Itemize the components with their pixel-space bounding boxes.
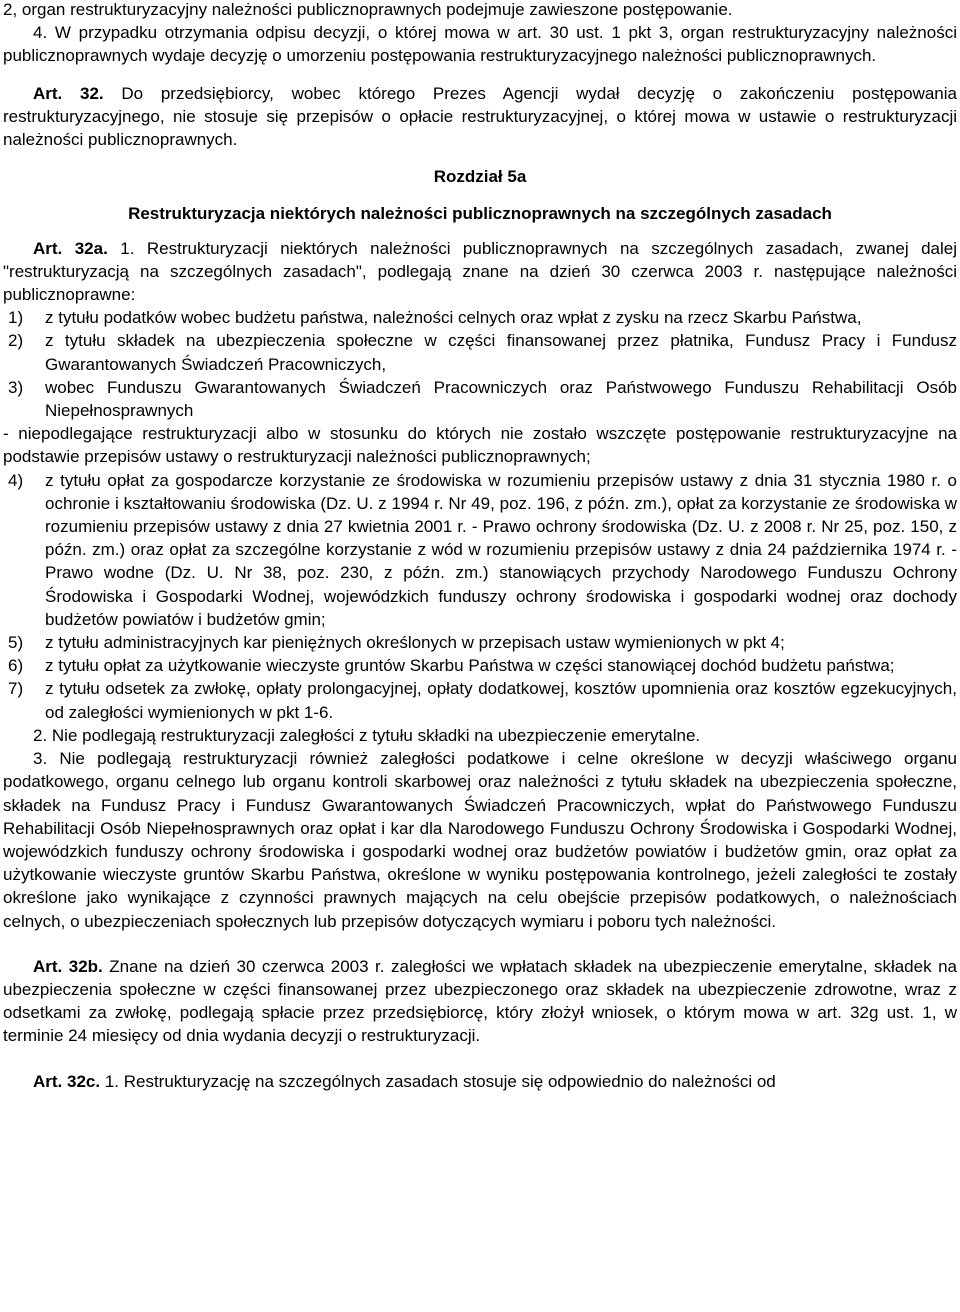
- article-32a-text: 1. Restrukturyzacji niektórych należności publicznoprawnych na szczególnych zasadach, zwanej dalej "restrukturyzacją na szczególnych zasadach", podlegają znane na dzień 30 czerwca 2003 r. następujące należności publicznoprawne:: [3, 238, 957, 305]
- list-item-number: 3): [8, 377, 24, 397]
- list-item-text: z tytułu podatków wobec budżetu państwa, należności celnych oraz wpłat z zysku na rzecz Skarbu Państwa,: [45, 308, 862, 328]
- list-item: [3, 376, 957, 422]
- list-item-text: z tytułu opłat za użytkowanie wieczyste gruntów Skarbu Państwa w części stanowiącej dochód budżetu państwa;: [45, 656, 895, 676]
- article-32b-number: Art. 32b.: [33, 956, 103, 976]
- paragraph-intro-2: 2, organ restrukturyzacyjny należności publicznoprawnych podejmuje zawieszone postępowanie.: [3, 0, 733, 19]
- article-32: [3, 82, 957, 152]
- article-32a: [3, 237, 957, 307]
- article-32c-text: 1. Restrukturyzację na szczególnych zasadach stosuje się odpowiednio do należności od: [100, 1071, 776, 1091]
- article-32-text: Do przedsiębiorcy, wobec którego Prezes Agencji wydał decyzję o zakończeniu postępowania restrukturyzacyjnego, nie stosuje się przepisów o opłacie restrukturyzacyjnej, o której mowa w ustawie o restrukturyzacji należności publicznoprawnych.: [3, 83, 957, 150]
- article-32-number: Art. 32.: [33, 83, 104, 103]
- list-item-text: z tytułu opłat za gospodarcze korzystanie ze środowiska w rozumieniu przepisów ustawy z dnia 31 stycznia 1980 r. o ochronie i kształtowaniu środowiska (Dz. U. z 1994 r. Nr 49, poz. 196, z późn. zm.), opłat za korzystanie ze środowiska w rozumieniu przepisów ustawy z dnia 27 kwietnia 2001 r. - Prawo ochrony środowiska (Dz. U. z 2008 r. Nr 25, poz. 150, z późn. zm.) oraz opłat za szczególne korzystanie z wód w rozumieniu przepisów ustawy z dnia 24 października 1974 r. - Prawo wodne (Dz. U. Nr 38, poz. 230, z późn. zm.) stanowiących przychody Narodowego Funduszu Ochrony Środowiska i Gospodarki Wodnej, wojewódzkich funduszy ochrony środowiska i gospodarki wodnej oraz dochody budżetów powiatów i budżetów gmin;: [45, 470, 957, 629]
- list-item-text: z tytułu składek na ubezpieczenia społeczne w części finansowanej przez płatnika, Fundusz Pracy i Fundusz Gwarantowanych Świadczeń Pracowniczych,: [45, 331, 957, 374]
- document-page: [3, 0, 957, 1093]
- list-item: [3, 631, 957, 654]
- list-item: [3, 329, 957, 375]
- article-32a-ust-3: 3. Nie podlegają restrukturyzacji również zaległości podatkowe i celne określone w decyzji właściwego organu podatkowego, organu celnego lub organu kontroli skarbowej oraz należności z tytułu składek na ubezpieczenia społeczne, składek na Fundusz Pracy i Fundusz Gwarantowanych Świadczeń Pracowniczych, wpłat do Państwowego Funduszu Rehabilitacji Osób Niepełnosprawnych oraz opłat i kar dla Narodowego Funduszu Ochrony Środowiska i Gospodarki Wodnej, wojewódzkich funduszy ochrony środowiska i gospodarki wodnej oraz budżetów powiatów i budżetów gmin, oraz opłat za użytkowanie wieczyste gruntów Skarbu Państwa, określone w wyniku postępowania kontrolnego, jeżeli zaległości te zostały określone jako wynikające z czynności prawnych mających na celu obejście przepisów podatkowych, o należnościach celnych, o ubezpieczeniach społecznych lub przepisów dotyczących wymiaru i poboru tych należności.: [3, 749, 957, 931]
- list-item: [3, 306, 957, 329]
- article-32a-number: Art. 32a.: [33, 238, 108, 258]
- list-item-number: 1): [8, 308, 24, 328]
- list-item-number: 6): [8, 656, 24, 676]
- dash-paragraph: - niepodlegające restrukturyzacji albo w stosunku do których nie zostało wszczęte postępowanie restrukturyzacyjne na podstawie przepisów ustawy o restrukturyzacji należności publicznoprawnych;: [3, 424, 957, 467]
- list-item-text: wobec Funduszu Gwarantowanych Świadczeń Pracowniczych oraz Państwowego Funduszu Rehabilitacji Osób Niepełnosprawnych: [45, 377, 957, 421]
- list-item: [3, 677, 957, 723]
- list-item: [3, 469, 957, 631]
- article-32a-ust-2: 2. Nie podlegają restrukturyzacji zaległości z tytułu składki na ubezpieczenie emerytalne.: [33, 725, 701, 745]
- article-32b-text: Znane na dzień 30 czerwca 2003 r. zaległości we wpłatach składek na ubezpieczenie emerytalne, składek na ubezpieczenia społeczne w części finansowanej przez ubezpieczonego oraz składek na ubezpieczenie zdrowotne, wraz z odsetkami za zwłokę, podlegają spłacie przez przedsiębiorcę, który złożył wniosek, o którym mowa w art. 32g ust. 1, w terminie 24 miesięcy od dnia wydania decyzji o restrukturyzacji.: [3, 956, 957, 1046]
- list-item-number: 4): [8, 470, 24, 490]
- article-32c: [3, 1070, 957, 1093]
- list-item-text: z tytułu odsetek za zwłokę, opłaty prolongacyjnej, opłaty dodatkowej, kosztów upomnienia oraz kosztów egzekucyjnych, od zaległości wymienionych w pkt 1-6.: [45, 679, 957, 722]
- paragraph-intro-4: 4. W przypadku otrzymania odpisu decyzji, o której mowa w art. 30 ust. 1 pkt 3, organ restrukturyzacyjny należności publicznoprawnych wydaje decyzję o umorzeniu postępowania restrukturyzacyjnego należności publicznoprawnych.: [3, 23, 957, 66]
- chapter-title: Rozdział 5a: [433, 167, 527, 187]
- list-item-text: z tytułu administracyjnych kar pieniężnych określonych w przepisach ustaw wymienionych w pkt 4;: [45, 633, 785, 653]
- list-item-number: 2): [8, 331, 24, 351]
- list-item-number: 7): [8, 679, 24, 699]
- article-32b: [3, 955, 957, 1048]
- list-item: [3, 654, 957, 677]
- list-item-number: 5): [8, 633, 24, 653]
- chapter-subtitle: Restrukturyzacja niektórych należności publicznoprawnych na szczególnych zasadach: [128, 204, 832, 224]
- article-32c-number: Art. 32c.: [33, 1071, 101, 1091]
